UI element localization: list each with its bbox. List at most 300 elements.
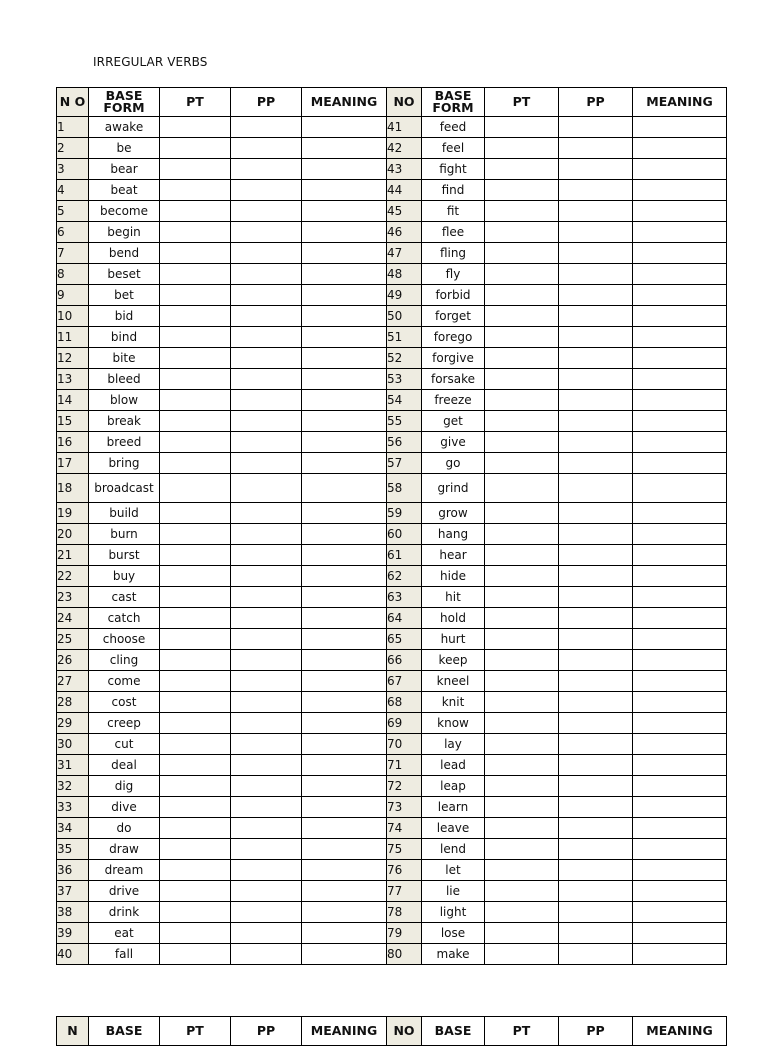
meaning-cell-left bbox=[302, 285, 387, 306]
meaning-cell-right bbox=[633, 524, 727, 545]
meaning-cell-right bbox=[633, 222, 727, 243]
meaning-cell-right bbox=[633, 369, 727, 390]
base-form-left: beset bbox=[89, 264, 160, 285]
header-meaning-left: MEANING bbox=[302, 88, 387, 117]
row-number-right: 76 bbox=[387, 860, 422, 881]
pt-cell-left bbox=[160, 734, 231, 755]
row-number-left: 13 bbox=[57, 369, 89, 390]
pp-cell-right bbox=[559, 776, 633, 797]
table-header-row bbox=[57, 88, 727, 117]
table-row bbox=[57, 369, 727, 390]
pp-cell-right bbox=[559, 671, 633, 692]
header-no-right: NO bbox=[387, 88, 422, 117]
base-form-left: bind bbox=[89, 327, 160, 348]
pp-cell-left bbox=[231, 117, 302, 138]
base-form-right: hang bbox=[422, 524, 485, 545]
meaning-cell-right bbox=[633, 629, 727, 650]
base-form-left: cut bbox=[89, 734, 160, 755]
pt-cell-left bbox=[160, 390, 231, 411]
meaning-cell-left bbox=[302, 692, 387, 713]
row-number-left: 33 bbox=[57, 797, 89, 818]
row-number-left: 40 bbox=[57, 944, 89, 965]
pt-cell-right bbox=[485, 474, 559, 503]
pp-cell-right bbox=[559, 734, 633, 755]
row-number-right: 72 bbox=[387, 776, 422, 797]
pp-cell-right bbox=[559, 390, 633, 411]
base-form-right: forget bbox=[422, 306, 485, 327]
table-row bbox=[57, 390, 727, 411]
meaning-cell-left bbox=[302, 818, 387, 839]
row-number-right: 65 bbox=[387, 629, 422, 650]
row-number-right: 56 bbox=[387, 432, 422, 453]
base-form-left: buy bbox=[89, 566, 160, 587]
pp-cell-right bbox=[559, 159, 633, 180]
row-number-left: 31 bbox=[57, 755, 89, 776]
row-number-right: 61 bbox=[387, 545, 422, 566]
pt-cell-left bbox=[160, 629, 231, 650]
pt-cell-right bbox=[485, 860, 559, 881]
pt-cell-left bbox=[160, 159, 231, 180]
table-row bbox=[57, 201, 727, 222]
meaning-cell-left bbox=[302, 327, 387, 348]
base-form-left: bend bbox=[89, 243, 160, 264]
meaning-cell-left bbox=[302, 117, 387, 138]
pp-cell-right bbox=[559, 650, 633, 671]
pt-cell-right bbox=[485, 201, 559, 222]
pt-cell-right bbox=[485, 545, 559, 566]
pt-cell-left bbox=[160, 474, 231, 503]
base-form-left: break bbox=[89, 411, 160, 432]
pt-cell-left bbox=[160, 306, 231, 327]
pp-cell-right bbox=[559, 818, 633, 839]
header-pp-right: PP bbox=[559, 88, 633, 117]
row-number-left: 36 bbox=[57, 860, 89, 881]
pt-cell-right bbox=[485, 390, 559, 411]
pt-cell-right bbox=[485, 923, 559, 944]
pt-cell-right bbox=[485, 306, 559, 327]
row-number-right: 48 bbox=[387, 264, 422, 285]
pt-cell-left bbox=[160, 776, 231, 797]
base-form-right: give bbox=[422, 432, 485, 453]
irregular-verbs-table-continued bbox=[56, 1016, 727, 1046]
meaning-cell-right bbox=[633, 264, 727, 285]
pt-cell-left bbox=[160, 117, 231, 138]
base-form-left: build bbox=[89, 503, 160, 524]
table-row bbox=[57, 524, 727, 545]
meaning-cell-left bbox=[302, 524, 387, 545]
pt-cell-right bbox=[485, 818, 559, 839]
base-form-left: begin bbox=[89, 222, 160, 243]
header-base-form-left: BASE bbox=[89, 1017, 160, 1046]
pp-cell-left bbox=[231, 264, 302, 285]
meaning-cell-right bbox=[633, 860, 727, 881]
row-number-left: 15 bbox=[57, 411, 89, 432]
header-base-form-left: BASE FORM bbox=[89, 88, 160, 117]
row-number-right: 70 bbox=[387, 734, 422, 755]
pt-cell-right bbox=[485, 881, 559, 902]
meaning-cell-right bbox=[633, 159, 727, 180]
pp-cell-right bbox=[559, 327, 633, 348]
pp-cell-right bbox=[559, 285, 633, 306]
pp-cell-left bbox=[231, 797, 302, 818]
meaning-cell-left bbox=[302, 755, 387, 776]
pt-cell-left bbox=[160, 411, 231, 432]
row-number-right: 78 bbox=[387, 902, 422, 923]
base-form-left: beat bbox=[89, 180, 160, 201]
header-meaning-right: MEANING bbox=[633, 88, 727, 117]
row-number-right: 47 bbox=[387, 243, 422, 264]
pp-cell-left bbox=[231, 608, 302, 629]
pt-cell-left bbox=[160, 545, 231, 566]
meaning-cell-right bbox=[633, 608, 727, 629]
base-form-left: dig bbox=[89, 776, 160, 797]
table-row bbox=[57, 923, 727, 944]
pp-cell-left bbox=[231, 243, 302, 264]
base-form-left: dream bbox=[89, 860, 160, 881]
meaning-cell-right bbox=[633, 390, 727, 411]
base-form-right: kneel bbox=[422, 671, 485, 692]
meaning-cell-right bbox=[633, 432, 727, 453]
base-form-right: knit bbox=[422, 692, 485, 713]
meaning-cell-right bbox=[633, 776, 727, 797]
meaning-cell-left bbox=[302, 944, 387, 965]
row-number-left: 39 bbox=[57, 923, 89, 944]
pp-cell-left bbox=[231, 327, 302, 348]
header-pp-left: PP bbox=[231, 1017, 302, 1046]
base-form-left: be bbox=[89, 138, 160, 159]
base-form-left: bleed bbox=[89, 369, 160, 390]
table-body bbox=[57, 117, 727, 965]
pp-cell-right bbox=[559, 587, 633, 608]
meaning-cell-right bbox=[633, 474, 727, 503]
pt-cell-left bbox=[160, 566, 231, 587]
base-form-right: go bbox=[422, 453, 485, 474]
table-row bbox=[57, 608, 727, 629]
meaning-cell-left bbox=[302, 180, 387, 201]
pt-cell-right bbox=[485, 734, 559, 755]
header-no-left: N bbox=[57, 1017, 89, 1046]
table-row bbox=[57, 138, 727, 159]
meaning-cell-left bbox=[302, 306, 387, 327]
pt-cell-left bbox=[160, 369, 231, 390]
row-number-left: 37 bbox=[57, 881, 89, 902]
row-number-right: 80 bbox=[387, 944, 422, 965]
row-number-right: 73 bbox=[387, 797, 422, 818]
row-number-right: 77 bbox=[387, 881, 422, 902]
row-number-left: 1 bbox=[57, 117, 89, 138]
meaning-cell-right bbox=[633, 545, 727, 566]
base-form-left: fall bbox=[89, 944, 160, 965]
row-number-right: 50 bbox=[387, 306, 422, 327]
pp-cell-left bbox=[231, 201, 302, 222]
row-number-left: 24 bbox=[57, 608, 89, 629]
meaning-cell-left bbox=[302, 587, 387, 608]
pp-cell-left bbox=[231, 671, 302, 692]
pp-cell-right bbox=[559, 369, 633, 390]
base-form-right: freeze bbox=[422, 390, 485, 411]
meaning-cell-right bbox=[633, 201, 727, 222]
row-number-right: 62 bbox=[387, 566, 422, 587]
base-form-right: find bbox=[422, 180, 485, 201]
meaning-cell-right bbox=[633, 117, 727, 138]
pt-cell-right bbox=[485, 797, 559, 818]
pt-cell-left bbox=[160, 755, 231, 776]
row-number-right: 43 bbox=[387, 159, 422, 180]
meaning-cell-right bbox=[633, 566, 727, 587]
row-number-left: 3 bbox=[57, 159, 89, 180]
row-number-left: 38 bbox=[57, 902, 89, 923]
table-row bbox=[57, 348, 727, 369]
pp-cell-right bbox=[559, 608, 633, 629]
pp-cell-left bbox=[231, 650, 302, 671]
base-form-left: cling bbox=[89, 650, 160, 671]
pt-cell-left bbox=[160, 327, 231, 348]
base-form-right: hurt bbox=[422, 629, 485, 650]
row-number-right: 44 bbox=[387, 180, 422, 201]
base-form-right: fight bbox=[422, 159, 485, 180]
base-form-right: hold bbox=[422, 608, 485, 629]
pt-cell-left bbox=[160, 608, 231, 629]
row-number-left: 11 bbox=[57, 327, 89, 348]
row-number-left: 22 bbox=[57, 566, 89, 587]
row-number-left: 6 bbox=[57, 222, 89, 243]
pt-cell-right bbox=[485, 327, 559, 348]
table-row bbox=[57, 776, 727, 797]
meaning-cell-right bbox=[633, 713, 727, 734]
header-no-right: NO bbox=[387, 1017, 422, 1046]
base-form-left: bring bbox=[89, 453, 160, 474]
pp-cell-left bbox=[231, 944, 302, 965]
pp-cell-left bbox=[231, 566, 302, 587]
pt-cell-left bbox=[160, 818, 231, 839]
base-form-left: do bbox=[89, 818, 160, 839]
pp-cell-right bbox=[559, 545, 633, 566]
pp-cell-left bbox=[231, 545, 302, 566]
pp-cell-left bbox=[231, 453, 302, 474]
pp-cell-left bbox=[231, 902, 302, 923]
base-form-left: bid bbox=[89, 306, 160, 327]
meaning-cell-left bbox=[302, 713, 387, 734]
base-form-right: let bbox=[422, 860, 485, 881]
pp-cell-left bbox=[231, 713, 302, 734]
base-form-right: lie bbox=[422, 881, 485, 902]
base-form-left: dive bbox=[89, 797, 160, 818]
base-form-right: fit bbox=[422, 201, 485, 222]
meaning-cell-left bbox=[302, 923, 387, 944]
header-no-left: N O bbox=[57, 88, 89, 117]
pp-cell-right bbox=[559, 306, 633, 327]
meaning-cell-left bbox=[302, 629, 387, 650]
meaning-cell-left bbox=[302, 776, 387, 797]
table-row bbox=[57, 453, 727, 474]
header-meaning-right: MEANING bbox=[633, 1017, 727, 1046]
base-form-right: feed bbox=[422, 117, 485, 138]
row-number-right: 57 bbox=[387, 453, 422, 474]
meaning-cell-right bbox=[633, 923, 727, 944]
table-header-row bbox=[57, 1017, 727, 1046]
base-form-right: flee bbox=[422, 222, 485, 243]
pt-cell-right bbox=[485, 650, 559, 671]
meaning-cell-left bbox=[302, 159, 387, 180]
pt-cell-left bbox=[160, 797, 231, 818]
header-pp-right: PP bbox=[559, 1017, 633, 1046]
table-row bbox=[57, 411, 727, 432]
pp-cell-right bbox=[559, 180, 633, 201]
header-meaning-left: MEANING bbox=[302, 1017, 387, 1046]
base-form-right: grind bbox=[422, 474, 485, 503]
pt-cell-right bbox=[485, 411, 559, 432]
meaning-cell-right bbox=[633, 348, 727, 369]
pp-cell-left bbox=[231, 587, 302, 608]
pt-cell-left bbox=[160, 944, 231, 965]
pt-cell-left bbox=[160, 432, 231, 453]
meaning-cell-left bbox=[302, 264, 387, 285]
pt-cell-left bbox=[160, 860, 231, 881]
base-form-right: light bbox=[422, 902, 485, 923]
header-pt-right: PT bbox=[485, 88, 559, 117]
base-form-left: awake bbox=[89, 117, 160, 138]
row-number-left: 21 bbox=[57, 545, 89, 566]
base-form-right: lay bbox=[422, 734, 485, 755]
pp-cell-right bbox=[559, 797, 633, 818]
pt-cell-right bbox=[485, 839, 559, 860]
row-number-right: 69 bbox=[387, 713, 422, 734]
pp-cell-right bbox=[559, 117, 633, 138]
base-form-left: catch bbox=[89, 608, 160, 629]
row-number-right: 42 bbox=[387, 138, 422, 159]
pp-cell-left bbox=[231, 348, 302, 369]
table-row bbox=[57, 432, 727, 453]
meaning-cell-right bbox=[633, 671, 727, 692]
pp-cell-right bbox=[559, 566, 633, 587]
meaning-cell-left bbox=[302, 797, 387, 818]
pp-cell-right bbox=[559, 453, 633, 474]
meaning-cell-left bbox=[302, 545, 387, 566]
pp-cell-left bbox=[231, 306, 302, 327]
row-number-left: 2 bbox=[57, 138, 89, 159]
row-number-right: 54 bbox=[387, 390, 422, 411]
pp-cell-right bbox=[559, 348, 633, 369]
base-form-right: learn bbox=[422, 797, 485, 818]
row-number-right: 58 bbox=[387, 474, 422, 503]
pt-cell-right bbox=[485, 243, 559, 264]
table-row bbox=[57, 180, 727, 201]
header-pt-right: PT bbox=[485, 1017, 559, 1046]
pp-cell-right bbox=[559, 839, 633, 860]
meaning-cell-left bbox=[302, 671, 387, 692]
pp-cell-left bbox=[231, 881, 302, 902]
pt-cell-left bbox=[160, 713, 231, 734]
row-number-right: 49 bbox=[387, 285, 422, 306]
base-form-right: grow bbox=[422, 503, 485, 524]
row-number-left: 7 bbox=[57, 243, 89, 264]
row-number-right: 75 bbox=[387, 839, 422, 860]
meaning-cell-left bbox=[302, 474, 387, 503]
pp-cell-left bbox=[231, 474, 302, 503]
row-number-right: 55 bbox=[387, 411, 422, 432]
table-row bbox=[57, 692, 727, 713]
pp-cell-left bbox=[231, 818, 302, 839]
meaning-cell-right bbox=[633, 881, 727, 902]
table-row bbox=[57, 222, 727, 243]
pt-cell-right bbox=[485, 222, 559, 243]
header-pp-left: PP bbox=[231, 88, 302, 117]
row-number-right: 74 bbox=[387, 818, 422, 839]
row-number-right: 68 bbox=[387, 692, 422, 713]
meaning-cell-right bbox=[633, 503, 727, 524]
pp-cell-right bbox=[559, 474, 633, 503]
table-row bbox=[57, 671, 727, 692]
pt-cell-right bbox=[485, 944, 559, 965]
base-form-right: keep bbox=[422, 650, 485, 671]
pt-cell-right bbox=[485, 180, 559, 201]
pt-cell-right bbox=[485, 117, 559, 138]
row-number-left: 20 bbox=[57, 524, 89, 545]
table-row bbox=[57, 545, 727, 566]
base-form-right: hide bbox=[422, 566, 485, 587]
pt-cell-right bbox=[485, 264, 559, 285]
meaning-cell-left bbox=[302, 881, 387, 902]
pt-cell-right bbox=[485, 285, 559, 306]
pp-cell-left bbox=[231, 776, 302, 797]
base-form-right: get bbox=[422, 411, 485, 432]
row-number-left: 14 bbox=[57, 390, 89, 411]
meaning-cell-right bbox=[633, 734, 727, 755]
pp-cell-right bbox=[559, 243, 633, 264]
row-number-right: 59 bbox=[387, 503, 422, 524]
base-form-left: choose bbox=[89, 629, 160, 650]
pt-cell-right bbox=[485, 369, 559, 390]
table-row bbox=[57, 860, 727, 881]
meaning-cell-left bbox=[302, 243, 387, 264]
row-number-left: 17 bbox=[57, 453, 89, 474]
pt-cell-left bbox=[160, 264, 231, 285]
row-number-left: 18 bbox=[57, 474, 89, 503]
table-row bbox=[57, 734, 727, 755]
meaning-cell-left bbox=[302, 566, 387, 587]
pt-cell-right bbox=[485, 503, 559, 524]
pp-cell-right bbox=[559, 755, 633, 776]
pp-cell-left bbox=[231, 503, 302, 524]
base-form-right: hit bbox=[422, 587, 485, 608]
base-form-right: lead bbox=[422, 755, 485, 776]
pp-cell-right bbox=[559, 902, 633, 923]
base-form-right: forsake bbox=[422, 369, 485, 390]
pt-cell-left bbox=[160, 650, 231, 671]
pt-cell-right bbox=[485, 713, 559, 734]
pt-cell-left bbox=[160, 587, 231, 608]
base-form-right: hear bbox=[422, 545, 485, 566]
meaning-cell-left bbox=[302, 369, 387, 390]
table-row bbox=[57, 474, 727, 503]
pt-cell-right bbox=[485, 902, 559, 923]
table-row bbox=[57, 587, 727, 608]
pt-cell-left bbox=[160, 243, 231, 264]
table-row bbox=[57, 902, 727, 923]
base-form-left: broadcast bbox=[89, 474, 160, 503]
row-number-left: 29 bbox=[57, 713, 89, 734]
pp-cell-right bbox=[559, 138, 633, 159]
pp-cell-left bbox=[231, 923, 302, 944]
pp-cell-left bbox=[231, 692, 302, 713]
row-number-left: 9 bbox=[57, 285, 89, 306]
meaning-cell-left bbox=[302, 222, 387, 243]
row-number-right: 52 bbox=[387, 348, 422, 369]
meaning-cell-right bbox=[633, 180, 727, 201]
pp-cell-right bbox=[559, 629, 633, 650]
table-row bbox=[57, 503, 727, 524]
pt-cell-right bbox=[485, 671, 559, 692]
